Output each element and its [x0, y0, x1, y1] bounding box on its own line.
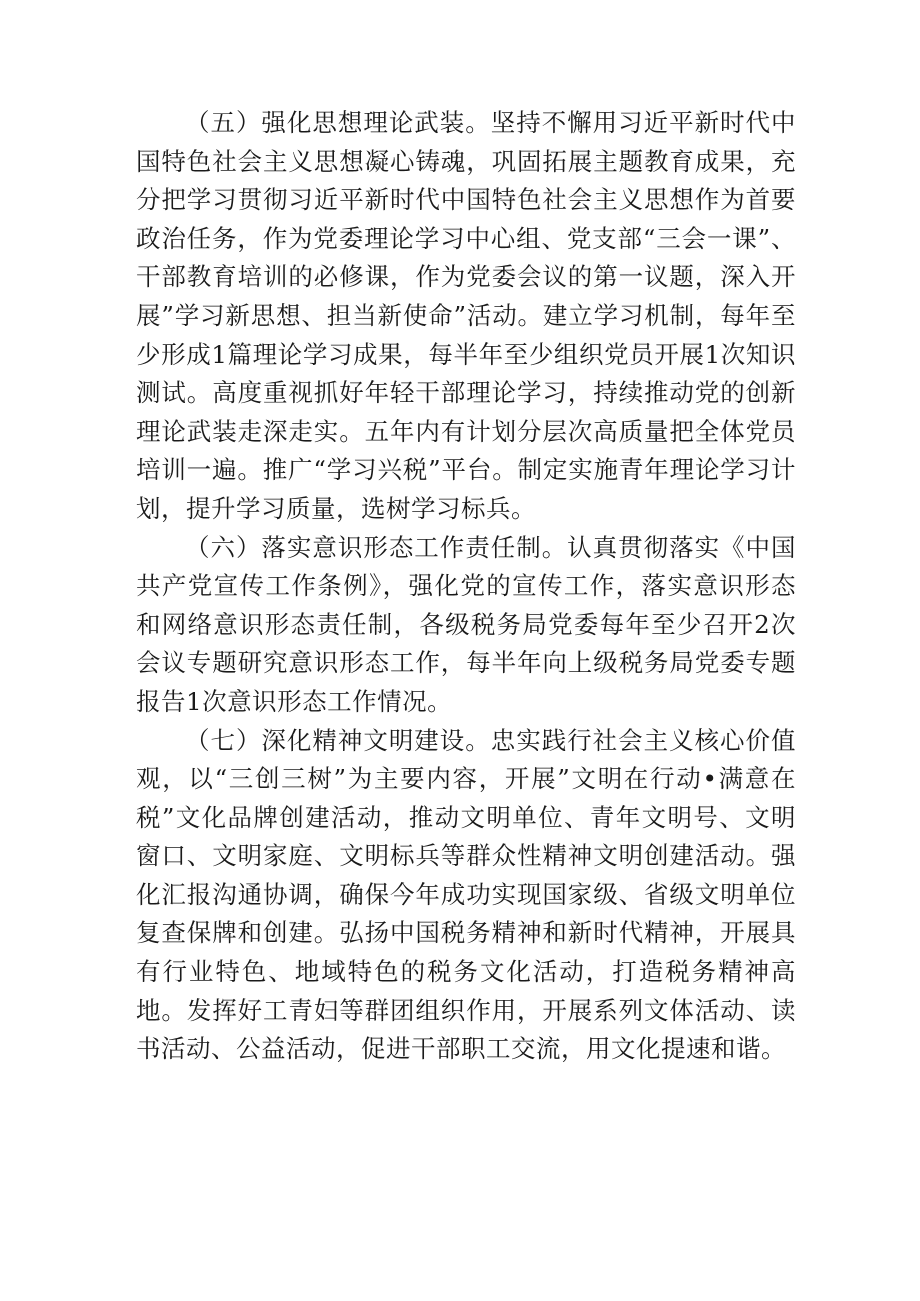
- paragraph-section-6: （六）落实意识形态工作责任制。认真贯彻落实《中国共产党宣传工作条例》，强化党的宣传工作，落实意识形态和网络意识形态责任制，各级税务局党委每年至少召开2次会议专题研究意识形态工作，每半年向上级税务局党委专题报告1次意识形态工作情况。: [136, 532, 796, 716]
- paragraph-section-7: （七）深化精神文明建设。忠实践行社会主义核心价值观，以“三创三树”为主要内容，开展”文明在行动•满意在税”文化品牌创建活动，推动文明单位、青年文明号、文明窗口、文明家庭、文明标兵等群众性精神文明创建活动。强化汇报沟通协调，确保今年成功实现国家级、省级文明单位复查保牌和创建。弘扬中国税务精神和新时代精神，开展具有行业特色、地域特色的税务文化活动，打造税务精神高地。发挥好工青妇等群团组织作用，开展系列文体活动、读书活动、公益活动，促进干部职工交流，用文化提速和谐。: [136, 725, 796, 1064]
- paragraph-section-5: （五）强化思想理论武装。坚持不懈用习近平新时代中国特色社会主义思想凝心铸魂，巩固拓展主题教育成果，充分把学习贯彻习近平新时代中国特色社会主义思想作为首要政治任务，作为党委理论学习中心组、党支部“三会一课”、干部教育培训的必修课，作为党委会议的第一议题，深入开展”学习新思想、担当新使命”活动。建立学习机制，每年至少形成1篇理论学习成果，每半年至少组织党员开展1次知识测试。高度重视抓好年轻干部理论学习，持续推动党的创新理论武装走深走实。五年内有计划分层次高质量把全体党员培训一遍。推广“学习兴税”平台。制定实施青年理论学习计划，提升学习质量，选树学习标兵。: [136, 108, 796, 523]
- document-page: [136, 104, 796, 1069]
